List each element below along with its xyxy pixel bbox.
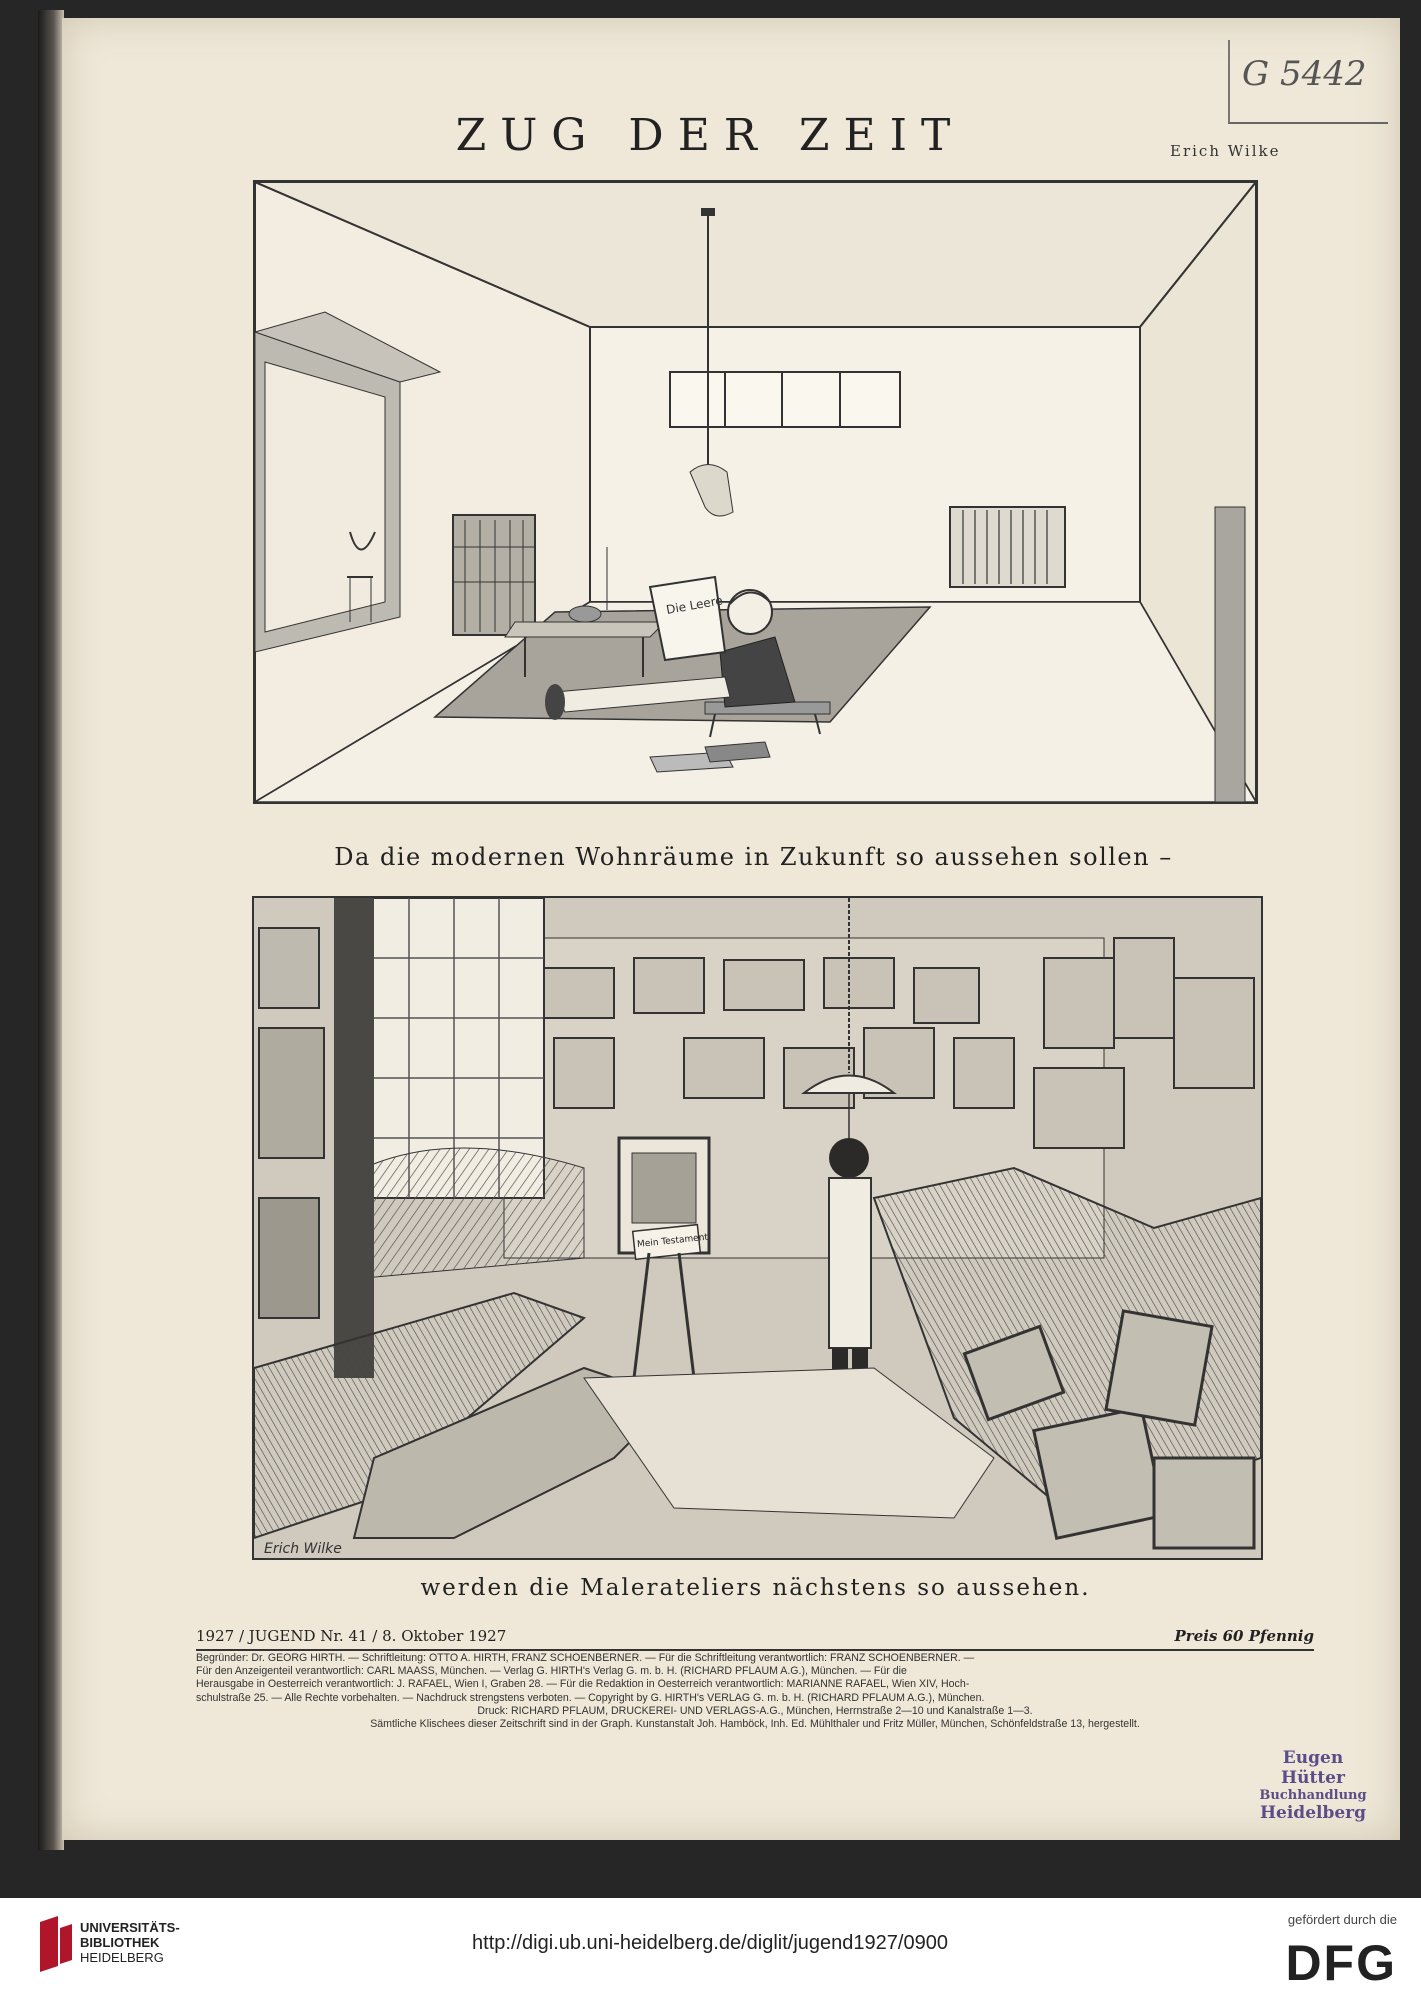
artist-signature: Erich Wilke: [264, 1541, 342, 1557]
artist-credit: Erich Wilke: [1170, 142, 1281, 160]
permalink-url[interactable]: http://digi.ub.uni-heidelberg.de/diglit/jugend1927/0900: [472, 1932, 948, 1954]
issue-line: [196, 1627, 1314, 1651]
library-name-line: BIBLIOTHEK: [80, 1935, 160, 1950]
stamp-line: Buchhandlung: [1259, 1788, 1367, 1803]
shelfmark: G 5442: [1228, 40, 1388, 124]
credits-line: Begründer: Dr. GEORG HIRTH. — Schriftleitung: OTTO A. HIRTH, FRANZ SCHOENBERNER. — Für die Schriftleitung verantwortlich: FRANZ SCHOENBERNER. —: [196, 1652, 975, 1664]
credits-line: Herausgabe in Oesterreich verantwortlich: J. RAFAEL, Wien I, Graben 28. — Für die Redaktion in Oesterreich verantwortlich: MARIANNE RAFAEL, Wien XIV, Hoch-: [196, 1678, 970, 1691]
stamp-line: Eugen Hütter: [1281, 1748, 1345, 1788]
library-name-line: HEIDELBERG: [80, 1950, 164, 1965]
newspaper-title: Die Leere: [665, 593, 724, 617]
credits-line: Druck: RICHARD PFLAUM, DRUCKEREI- UND VERLAGS-A.G., München, Herrnstraße 2—10 und Kanalstraße 1—3.: [477, 1704, 1033, 1717]
caption-top: Da die modernen Wohnräume in Zukunft so aussehen sollen –: [334, 843, 1173, 871]
credits-line: Sämtliche Klischees dieser Zeitschrift sind in der Graph. Kunstanstalt Joh. Hamböck, Inh. Ed. Mühlthaler und Fritz Müller, München, Schönfeldstraße 13, hergestellt.: [370, 1718, 1140, 1731]
credits-line: Für den Anzeigenteil verantwortlich: CARL MAASS, München. — Verlag G. HIRTH's Verlag G. m. b. H. (RICHARD PFLAUM A.G.), München. — Für die: [196, 1665, 907, 1678]
stamp-line: Heidelberg: [1259, 1803, 1367, 1823]
imprint-credits: [196, 1652, 1314, 1731]
dfg-logo: DFG: [1285, 1935, 1397, 1991]
issue-price: Preis 60 Pfennig: [1174, 1627, 1314, 1645]
bookseller-stamp: [1248, 1748, 1378, 1823]
cartoon-cluttered-studio: [252, 896, 1263, 1560]
page-title: ZUG DER ZEIT: [455, 110, 965, 161]
easel-sign: Mein Testament: [636, 1232, 709, 1251]
cartoon-modern-living-room: [253, 180, 1258, 804]
university-library-logo-icon: [36, 1914, 76, 1974]
book-binding: [38, 10, 64, 1850]
funding-label: gefördert durch die: [1287, 1912, 1397, 1927]
library-name: [80, 1920, 180, 1965]
viewer-footer: [0, 1898, 1421, 2000]
credits-line: schulstraße 25. — Alle Rechte vorbehalten. — Nachdruck strengstens verboten. — Copyright by G. HIRTH's VERLAG G. m. b. H. (RICHARD PFLAUM A.G.), München.: [196, 1691, 985, 1704]
library-name-line: UNIVERSITÄTS-: [80, 1920, 180, 1935]
issue-info: 1927 / JUGEND Nr. 41 / 8. Oktober 1927: [196, 1627, 507, 1645]
caption-bottom: werden die Malerateliers nächstens so aussehen.: [420, 1575, 1091, 1601]
